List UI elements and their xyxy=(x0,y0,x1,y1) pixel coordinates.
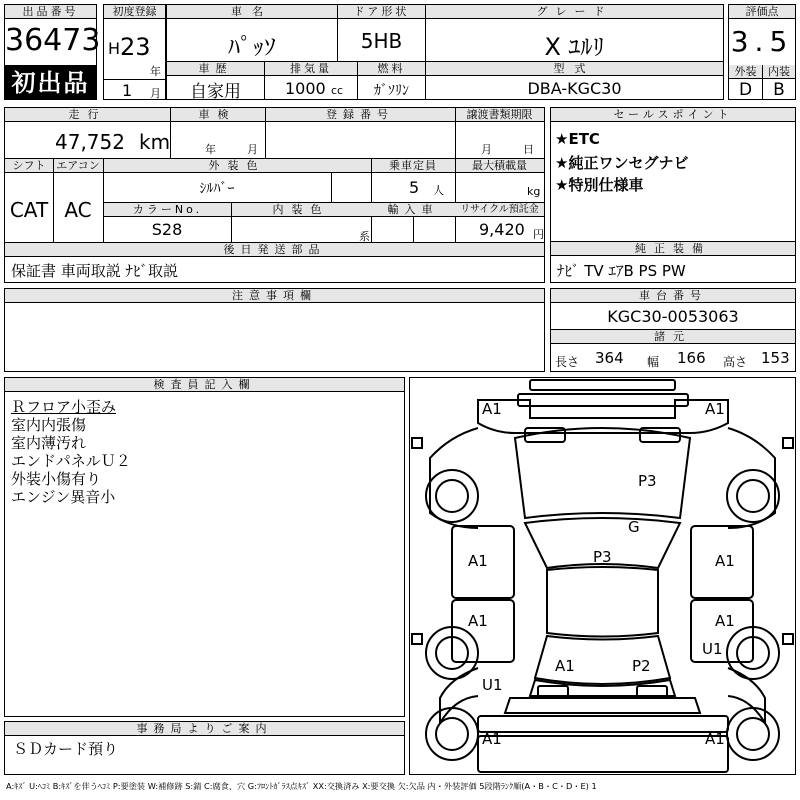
chassis-number: KGC30-0053063 xyxy=(607,307,739,326)
ext-color: ｼﾙﾊﾞｰ xyxy=(199,181,235,197)
sales-point-3: ★特別仕様車 xyxy=(555,176,644,194)
inspector-line-4: エンドパネルＵ２ xyxy=(11,452,131,470)
score: 3.5 xyxy=(730,25,794,58)
first-listing-badge: 初出品 xyxy=(4,66,97,100)
interior-score: B xyxy=(773,80,785,100)
inspection-label: 車検 xyxy=(170,108,265,122)
genuine-equipment-box xyxy=(550,241,796,283)
lot-number: 36473 xyxy=(5,23,101,58)
displacement: 1000 xyxy=(285,79,326,98)
door-type: 5HB xyxy=(360,29,403,53)
mark-left-rear-door: A1 xyxy=(468,612,488,630)
mark-rear-left: A1 xyxy=(555,657,575,675)
office-notice-box xyxy=(4,721,405,775)
ac-label: エアコン xyxy=(53,159,103,173)
displacement-unit: cc xyxy=(331,84,344,97)
inspection-month-unit: 月 xyxy=(247,143,258,156)
transfer-month-unit: 月 xyxy=(481,143,492,156)
legend: A:ｷｽﾞ U:ﾍｺﾐ B:ｷｽﾞを伴うﾍｺﾐ P:要塗装 W:補修跡 S:錆 C:腐食、穴 G:ﾌﾛﾝﾄｶﾞﾗｽ点ｷｽﾞ XX:交換済み X:要交換 欠:欠品 内・外装評価 5段階ﾗﾝｸ順(A・B・C・D・E) 1 xyxy=(6,781,597,791)
capacity-label: 乗車定員 xyxy=(371,159,455,173)
car-name-label: 車名 xyxy=(167,5,337,19)
door-label: ドア形状 xyxy=(338,5,425,19)
grade-box xyxy=(425,4,724,62)
fuel-label: 燃料 xyxy=(358,62,425,76)
mark-right-front-door: A1 xyxy=(715,552,735,570)
inspector-line-2: 室内内張傷 xyxy=(11,416,87,434)
interior-label: 内装 xyxy=(763,65,795,79)
notes-label: 注意事項欄 xyxy=(5,289,544,303)
model-label: 型式 xyxy=(426,62,723,76)
mark-rear-bumper-right: A1 xyxy=(705,730,725,748)
score-box xyxy=(728,4,796,100)
displacement-label: 排気量 xyxy=(265,62,357,76)
ext-color-label: 外装色 xyxy=(103,159,371,173)
inspector-line-3: 室内薄汚れ xyxy=(11,434,87,452)
reg-year: 23 xyxy=(120,33,151,61)
mark-rear-right: P2 xyxy=(632,657,651,675)
inspector-line-1: Ｒフロア小歪み xyxy=(11,398,117,416)
mark-left-quarter: U1 xyxy=(482,676,503,694)
chassis-label: 車台番号 xyxy=(551,289,795,303)
fuel: ｶﾞｿﾘﾝ xyxy=(374,83,409,99)
color-no-label: カラーNo. xyxy=(104,203,231,217)
door-box xyxy=(337,4,426,62)
shift: CAT xyxy=(9,198,49,222)
recycle-unit: 円 xyxy=(533,228,544,241)
genuine-equipment: ﾅﾋﾞ TV ｴｱB PS PW xyxy=(557,262,686,280)
history: 自家用 xyxy=(190,82,241,102)
capacity-unit: 人 xyxy=(433,184,444,197)
year-unit: 年 xyxy=(150,65,161,78)
import-label: 輸入車 xyxy=(371,203,455,217)
fuel-box xyxy=(357,61,426,100)
inspector-line-6: エンジン異音小 xyxy=(11,488,116,506)
mark-windshield: G xyxy=(628,518,640,536)
mark-left-front-door: A1 xyxy=(468,552,488,570)
shift-label: シフト xyxy=(5,159,53,173)
grade-label: グレード xyxy=(426,5,723,19)
mark-right-rear-door: A1 xyxy=(715,612,735,630)
displacement-box xyxy=(264,61,358,100)
mark-right-quarter: U1 xyxy=(702,640,723,658)
int-color-unit: 系 xyxy=(359,230,370,243)
sales-point-2: ★純正ワンセグナビ xyxy=(555,154,689,172)
lot-number-label: 出品番号 xyxy=(5,5,96,19)
recycle: 9,420 xyxy=(479,220,525,239)
length: 364 xyxy=(595,349,624,367)
height: 153 xyxy=(761,349,790,367)
era: H xyxy=(108,39,121,58)
lot-number-box xyxy=(4,4,101,66)
inspector-line-5: 外装小傷有り xyxy=(11,470,102,488)
mileage-label: 走行 xyxy=(5,108,170,122)
width-label: 幅 xyxy=(647,355,660,369)
vehicle-details-box xyxy=(4,107,545,257)
office-notice-label: 事務局よりご案内 xyxy=(5,722,404,736)
notes-box xyxy=(4,288,545,372)
first-registration-label: 初度登録 xyxy=(104,5,165,19)
later-parts-label: 後日発送部品 xyxy=(5,243,544,256)
first-registration-box xyxy=(103,4,166,100)
sales-points-label: セールスポイント xyxy=(551,108,795,122)
mark-front-right: A1 xyxy=(705,400,725,418)
inspector-label: 検査員記入欄 xyxy=(5,378,404,392)
score-label: 評価点 xyxy=(729,5,795,19)
load-unit: kg xyxy=(527,185,541,198)
month-unit: 月 xyxy=(150,87,161,100)
car-outline xyxy=(410,378,795,774)
color-no: S28 xyxy=(151,220,183,239)
exterior-score: D xyxy=(738,80,753,100)
transfer-label: 譲渡書類期限 xyxy=(455,108,544,122)
width: 166 xyxy=(677,349,706,367)
transfer-day-unit: 日 xyxy=(523,143,534,156)
later-parts: 保証書 車両取説 ﾅﾋﾞ取説 xyxy=(11,262,179,280)
mark-hood: P3 xyxy=(638,472,657,490)
mark-roof: P3 xyxy=(593,548,612,566)
model: DBA-KGC30 xyxy=(527,79,622,98)
sales-points-box xyxy=(550,107,796,242)
recycle-label: リサイクル預託金 xyxy=(455,203,544,217)
sales-point-1: ★ETC xyxy=(555,130,600,148)
reg-month: 1 xyxy=(122,81,133,100)
chassis-box xyxy=(550,288,796,372)
reg-no-label: 登録番号 xyxy=(265,108,455,122)
mark-front-left: A1 xyxy=(482,400,502,418)
grade: X ﾕﾙﾘ xyxy=(544,33,605,61)
office-notice: ＳＤカード預り xyxy=(13,740,119,758)
model-box xyxy=(425,61,724,100)
later-parts-box xyxy=(4,256,545,283)
load-label: 最大積載量 xyxy=(455,159,544,173)
height-label: 高さ xyxy=(723,355,748,369)
exterior-label: 外装 xyxy=(729,65,762,79)
mileage: 47,752 xyxy=(55,130,125,154)
mark-rear-bumper-left: A1 xyxy=(482,730,502,748)
inspector-box xyxy=(4,377,405,717)
ac: AC xyxy=(64,198,92,222)
mileage-unit: km xyxy=(139,130,171,154)
int-color-label: 内装色 xyxy=(231,203,371,217)
car-name: ﾊﾟｯｿ xyxy=(228,33,276,61)
history-label: 車歴 xyxy=(167,62,264,76)
damage-diagram xyxy=(409,377,796,775)
specs-label: 諸元 xyxy=(551,329,795,344)
length-label: 長さ xyxy=(555,355,580,369)
genuine-equipment-label: 純正装備 xyxy=(551,242,795,256)
inspection-year-unit: 年 xyxy=(205,143,216,156)
history-box xyxy=(166,61,265,100)
capacity: 5 xyxy=(409,178,420,197)
car-name-box xyxy=(166,4,338,62)
